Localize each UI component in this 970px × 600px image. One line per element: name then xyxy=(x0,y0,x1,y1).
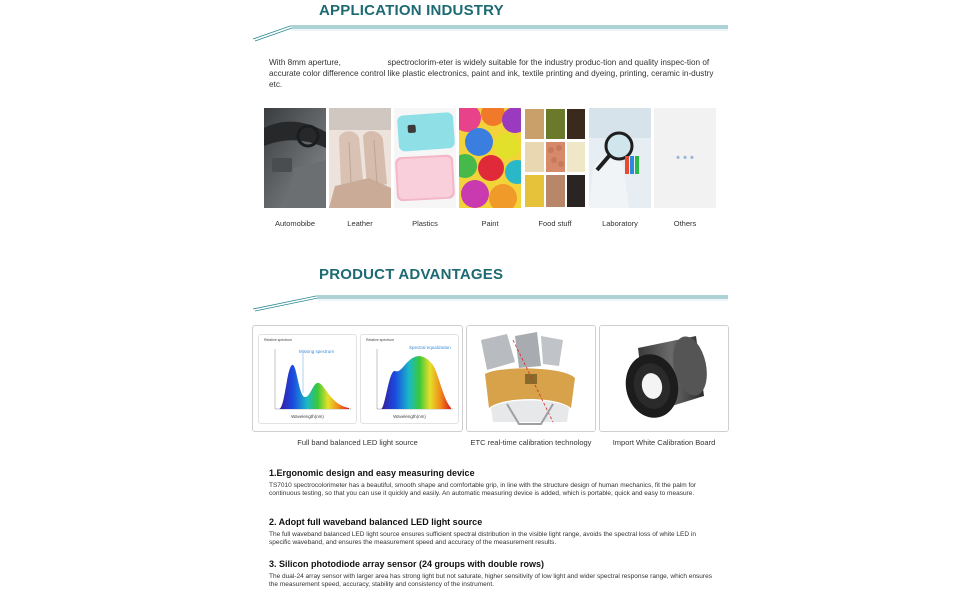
etc-calibration-panel xyxy=(466,325,596,432)
car-seat-icon xyxy=(329,108,391,208)
spectrum-chart-equalized-label: Relative spectrum xyxy=(366,338,395,342)
grains-beans-icon xyxy=(524,108,586,208)
laboratory-image xyxy=(589,108,651,208)
missing-spectrum-callout: Missing spectrum xyxy=(299,349,335,354)
car-interior-icon xyxy=(264,108,326,208)
caption-food-stuff: Food stuff xyxy=(538,219,572,228)
spectral-equalization-callout: Spectral equalization xyxy=(409,345,451,350)
feature-1-body: TS7010 spectrocolorimeter has a beautiful, smooth shape and comfortable grip, in line with the structure design of human mechanics, fit the palm for continuous testing, so that you can use it quickly and easily. An automatic measuring device is added, which is portable, quick and easy to measure. xyxy=(269,482,697,498)
intro-text-start: With 8mm aperture, xyxy=(269,58,341,67)
led-spectrum-panel xyxy=(252,325,463,432)
caption-laboratory: Laboratory xyxy=(602,219,638,228)
pigment-powder-icon xyxy=(459,108,521,208)
feature-3-heading: 3. Silicon photodiode array sensor (24 groups with double rows) xyxy=(269,559,545,569)
spectrum-chart-equalized xyxy=(360,334,459,424)
equalized-spectrum-xlabel: Wavelength(nm) xyxy=(393,414,426,419)
intro-text-rest: spectroclorim-eter is widely suitable for the industry produc-tion and quality inspec-tion of accurate color difference control like plastic electronics, paint and ink, textile printing and dyeing, printing, ceramic in-dustry etc. xyxy=(269,58,714,89)
others-image xyxy=(654,108,716,208)
application-intro xyxy=(269,57,715,90)
missing-spectrum-xlabel: Wavelength(nm) xyxy=(291,414,324,419)
caption-white-calibration: Import White Calibration Board xyxy=(612,438,716,447)
equalized-spectrum-curve xyxy=(361,335,458,423)
caption-leather: Leather xyxy=(347,219,373,228)
calibration-cylinder-icon xyxy=(600,326,728,431)
paint-image xyxy=(459,108,521,208)
feature-2-body: The full waveband balanced LED light source ensures sufficient spectral distribution in the visible light range, avoids the spectral loss of white LED in specific waveband, and ensures the measurement speed and accuracy of the measurement results. xyxy=(269,531,696,547)
calibration-mechanism-icon xyxy=(467,326,595,431)
food-stuff-image xyxy=(524,108,586,208)
caption-led-light-source: Full band balanced LED light source xyxy=(297,438,418,447)
plastics-image xyxy=(394,108,456,208)
caption-others: Others xyxy=(673,219,697,228)
white-calibration-panel xyxy=(599,325,729,432)
caption-plastics: Plastics xyxy=(412,219,438,228)
magnifier-inspection-icon xyxy=(589,108,651,208)
application-title: APPLICATION INDUSTRY xyxy=(319,2,504,19)
missing-spectrum-curve xyxy=(259,335,356,423)
feature-1-heading: 1.Ergonomic design and easy measuring device xyxy=(269,468,475,478)
caption-automobile: Automobibe xyxy=(274,219,316,228)
phone-case-icon xyxy=(394,108,456,208)
feature-3-body: The dual-24 array sensor with larger area has strong light but not saturate, higher sensitivity of low light and wider spectral response range, which ensures the measurement speed, accuracy, stability and consistency of the instrument. xyxy=(269,573,712,589)
caption-etc-calibration: ETC real-time calibration technology xyxy=(470,438,592,447)
feature-2-heading: 2. Adopt full waveband balanced LED light source xyxy=(269,517,483,527)
spectrum-chart-missing xyxy=(258,334,357,424)
spectrum-chart-missing-label: Relative spectrum xyxy=(264,338,293,342)
leather-image xyxy=(329,108,391,208)
caption-paint: Paint xyxy=(481,219,499,228)
advantages-title: PRODUCT ADVANTAGES xyxy=(319,266,504,283)
more-dots-icon: • • • xyxy=(676,152,694,164)
automobile-image xyxy=(264,108,326,208)
